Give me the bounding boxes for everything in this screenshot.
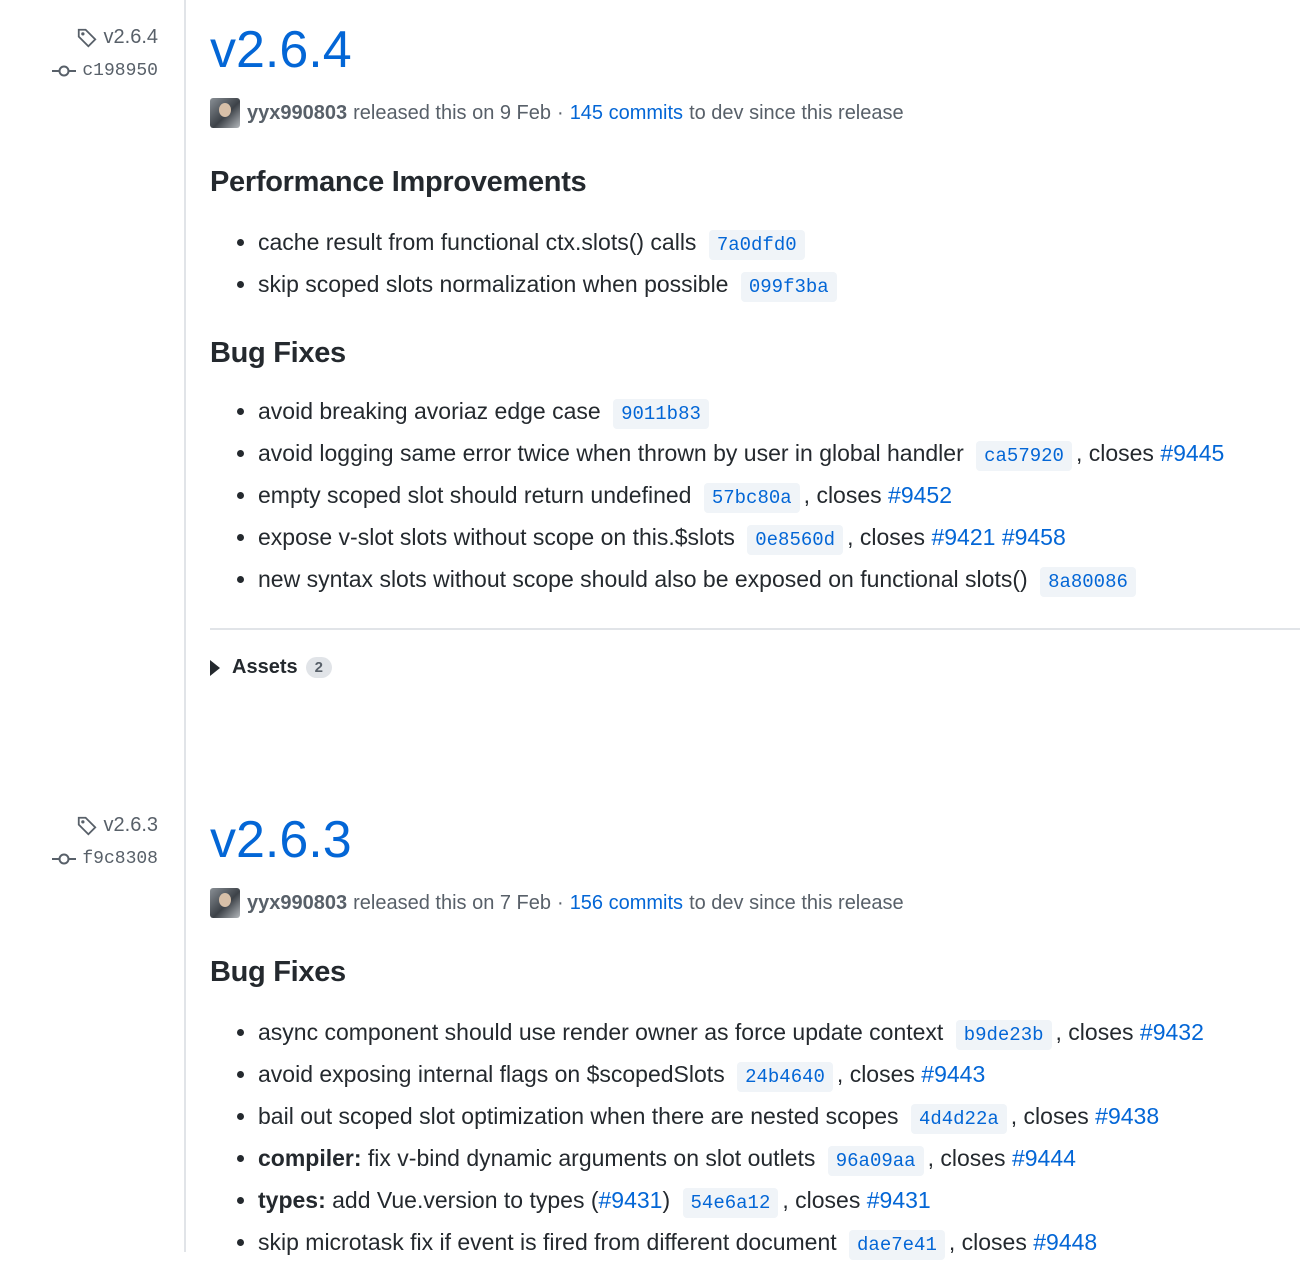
item-text: empty scoped slot should return undefined — [258, 482, 692, 508]
tag-icon — [76, 27, 98, 49]
commit-sha-link[interactable]: 24b4640 — [737, 1062, 833, 1092]
list-item — [258, 1053, 1300, 1095]
scope-prefix: compiler: — [258, 1145, 362, 1171]
assets-label: Assets — [232, 656, 298, 678]
issue-link[interactable]: #9431 — [866, 1187, 931, 1213]
commit-sha-link[interactable]: dae7e41 — [849, 1230, 945, 1260]
item-text: cache result from functional ctx.slots() calls — [258, 229, 697, 255]
list-item — [258, 1095, 1300, 1137]
change-list — [210, 1011, 1300, 1263]
closes-text: , closes — [803, 482, 882, 508]
list-item — [258, 1221, 1300, 1263]
list-item — [258, 390, 1300, 432]
list-item — [258, 263, 1300, 305]
commit-sha-link[interactable]: 7a0dfd0 — [709, 230, 805, 260]
scope-prefix: types: — [258, 1187, 326, 1213]
author-link[interactable]: yyx990803 — [247, 891, 348, 914]
list-item — [258, 516, 1300, 558]
timeline-divider — [184, 0, 186, 1252]
section-heading: Bug Fixes — [210, 956, 346, 988]
closes-text: , closes — [1055, 1019, 1134, 1045]
item-text: add Vue.version to types ( — [332, 1187, 599, 1213]
list-item — [258, 558, 1300, 600]
closes-text: , closes — [927, 1145, 1006, 1171]
git-commit-icon — [52, 64, 76, 78]
issue-link[interactable]: #9444 — [1011, 1145, 1076, 1171]
commit-sha-link[interactable]: ca57920 — [976, 441, 1072, 471]
commit-sha-link[interactable]: 96a09aa — [828, 1146, 924, 1176]
tag-link[interactable] — [52, 26, 158, 49]
closes-text: , closes — [948, 1229, 1027, 1255]
release-sidebar — [52, 814, 158, 869]
change-list — [210, 390, 1300, 600]
section-heading: Bug Fixes — [210, 337, 346, 369]
commit-sha-link[interactable]: 9011b83 — [613, 399, 709, 429]
item-text: avoid exposing internal flags on $scopedSlots — [258, 1061, 725, 1087]
commit-sha-link[interactable]: 8a80086 — [1040, 567, 1136, 597]
author-link[interactable]: yyx990803 — [247, 101, 348, 124]
section-heading: Performance Improvements — [210, 166, 587, 198]
issue-link[interactable]: #9448 — [1033, 1229, 1098, 1255]
commit-link[interactable] — [52, 61, 158, 81]
release-meta — [210, 98, 1300, 128]
list-item — [258, 221, 1300, 263]
commits-link[interactable]: 145 commits — [569, 101, 684, 124]
tag-label: v2.6.3 — [103, 814, 158, 836]
commit-sha-link[interactable]: 54e6a12 — [683, 1188, 779, 1218]
commit-link[interactable] — [52, 849, 158, 869]
release-sidebar — [52, 26, 158, 81]
commit-sha-link[interactable]: 099f3ba — [741, 272, 837, 302]
issue-link[interactable]: #9438 — [1095, 1103, 1160, 1129]
meta-separator: · — [557, 101, 564, 124]
tag-icon — [76, 815, 98, 837]
release-entry — [210, 811, 1300, 1263]
commit-sha-link[interactable]: 0e8560d — [747, 525, 843, 555]
list-item — [258, 1137, 1300, 1179]
release-title[interactable]: v2.6.3 — [210, 811, 352, 869]
list-item — [258, 1179, 1300, 1221]
item-text: bail out scoped slot optimization when there are nested scopes — [258, 1103, 899, 1129]
avatar[interactable] — [210, 888, 240, 918]
item-text: expose v-slot slots without scope on this.$slots — [258, 524, 735, 550]
assets-count-badge: 2 — [306, 657, 332, 678]
tag-link[interactable] — [52, 814, 158, 837]
item-text: async component should use render owner as force update context — [258, 1019, 944, 1045]
release-meta — [210, 888, 1300, 918]
item-text: fix v-bind dynamic arguments on slot outlets — [367, 1145, 816, 1171]
list-item — [258, 1011, 1300, 1053]
release-title[interactable]: v2.6.4 — [210, 21, 352, 79]
avatar[interactable] — [210, 98, 240, 128]
since-text: to dev since this release — [689, 891, 904, 914]
section-divider — [210, 628, 1300, 630]
commit-sha-link[interactable]: 57bc80a — [704, 483, 800, 513]
released-text: released this on 9 Feb — [353, 101, 552, 124]
closes-text: , closes — [836, 1061, 915, 1087]
closes-text: , closes — [1075, 440, 1154, 466]
item-text: skip scoped slots normalization when possible — [258, 271, 729, 297]
issue-link[interactable]: #9445 — [1160, 440, 1225, 466]
closes-text: , closes — [847, 524, 926, 550]
item-text: avoid breaking avoriaz edge case — [258, 398, 601, 424]
commit-sha: f9c8308 — [82, 849, 158, 869]
commit-sha: c198950 — [82, 61, 158, 81]
commit-sha-link[interactable]: 4d4d22a — [911, 1104, 1007, 1134]
git-commit-icon — [52, 852, 76, 866]
item-text: avoid logging same error twice when thrown by user in global handler — [258, 440, 964, 466]
commit-sha-link[interactable]: b9de23b — [956, 1020, 1052, 1050]
issue-link[interactable]: #9443 — [921, 1061, 986, 1087]
closes-text: , closes — [1010, 1103, 1089, 1129]
change-list — [210, 221, 1300, 305]
issue-link[interactable]: #9421 — [931, 524, 996, 550]
list-item — [258, 432, 1300, 474]
commits-link[interactable]: 156 commits — [569, 891, 684, 914]
item-text: skip microtask fix if event is fired from different document — [258, 1229, 837, 1255]
since-text: to dev since this release — [689, 101, 904, 124]
issue-link[interactable]: #9452 — [888, 482, 953, 508]
list-item — [258, 474, 1300, 516]
issue-link[interactable]: #9432 — [1139, 1019, 1204, 1045]
assets-toggle[interactable] — [210, 656, 1300, 679]
closes-text: , closes — [782, 1187, 861, 1213]
triangle-right-icon — [210, 660, 220, 676]
issue-link[interactable]: #9458 — [1001, 524, 1066, 550]
pr-link[interactable]: #9431 — [598, 1187, 663, 1213]
item-text: new syntax slots without scope should also be exposed on functional slots() — [258, 566, 1028, 592]
item-text-after: ) — [662, 1187, 671, 1213]
release-entry — [210, 21, 1300, 679]
released-text: released this on 7 Feb — [353, 891, 552, 914]
tag-label: v2.6.4 — [103, 26, 158, 48]
meta-separator: · — [557, 891, 564, 914]
